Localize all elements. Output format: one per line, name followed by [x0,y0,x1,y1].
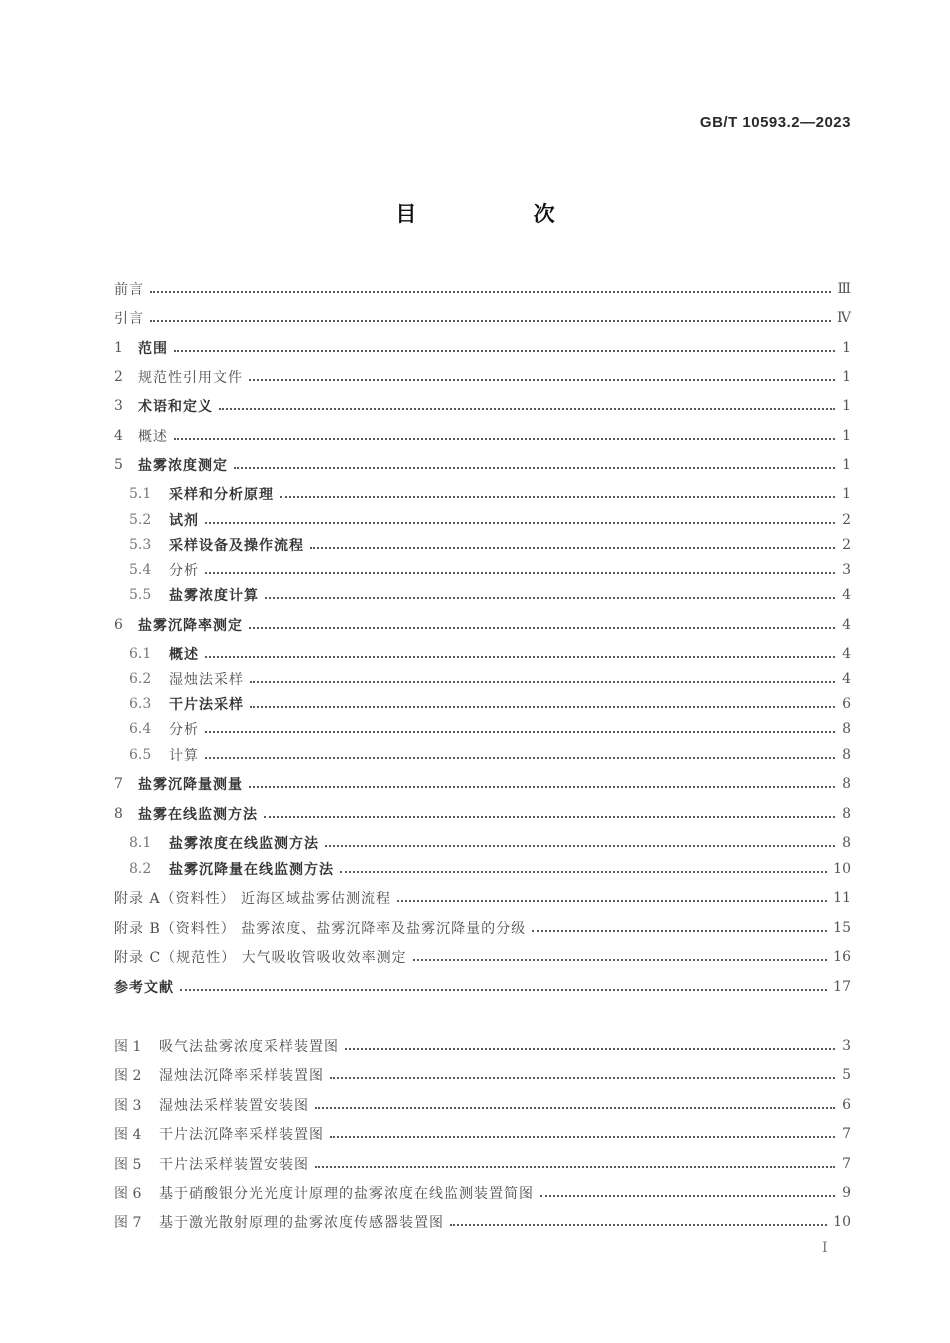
toc-entry-number: 8 [114,806,123,822]
dot-leader [280,485,835,498]
toc-entry-number: 图 6 [114,1186,142,1202]
dot-leader [150,280,831,293]
toc-entry-number: 5.4 [129,562,152,578]
toc-entry-number: 6.4 [129,721,152,737]
toc-entry-number: 5 [114,457,123,473]
toc-entry-number: 图 4 [114,1127,142,1143]
dot-leader [250,695,835,708]
dot-leader [150,309,831,322]
toc-entry-number: 5.1 [129,486,152,502]
toc-entry-number: 图 7 [114,1215,142,1231]
toc-entry[interactable] [129,584,851,606]
dot-leader [450,1213,827,1226]
toc-entry[interactable] [114,425,851,447]
toc-entry-number: 图 3 [114,1098,142,1114]
toc-entry-page: 1 [842,486,851,502]
dot-leader [264,805,835,818]
toc-entry[interactable] [114,773,851,795]
toc-entry[interactable] [114,307,851,329]
toc-entry-label: 干片法沉降率采样装置图 [159,1127,324,1143]
toc-entry-page: 16 [833,949,851,965]
toc-entry-label: 概述 [169,647,199,663]
toc-entry-number: 6.3 [129,696,152,712]
toc-entry-label: 盐雾沉降量测量 [138,777,243,793]
toc-entry-number: 1 [114,340,123,356]
dot-leader [315,1096,835,1109]
dot-leader [205,746,835,759]
toc-entry[interactable] [114,366,851,388]
toc-entry-label: 基于激光散射原理的盐雾浓度传感器装置图 [159,1215,444,1231]
toc-entry-label: 干片法采样 [169,697,244,713]
toc-entry-label: 分析 [169,563,199,579]
standard-code: GB/T 10593.2—2023 [699,114,851,131]
toc-entry[interactable] [129,744,851,766]
toc-entry-label: 范围 [138,341,168,357]
toc-entry-number: 6.2 [129,671,152,687]
toc-entry-label: 引言 [114,311,144,327]
toc-entry[interactable] [114,1211,851,1233]
toc-entry-page: 15 [833,920,851,936]
dot-leader [413,948,828,961]
toc-entry[interactable] [129,858,851,880]
toc-entry-label: 概述 [138,429,168,445]
toc-entry-label: 前言 [114,282,144,298]
toc-entry[interactable] [129,534,851,556]
toc-entry-page: 2 [842,537,851,553]
toc-entry-page: 4 [842,617,851,633]
toc-entry[interactable] [114,278,851,300]
toc-entry-page: 2 [842,512,851,528]
toc-entry-label: 分析 [169,722,199,738]
toc-entry[interactable] [114,1182,851,1204]
toc-entry-number: 4 [114,428,123,444]
dot-leader [540,1184,835,1197]
toc-entry-page: 4 [842,587,851,603]
toc-entry[interactable] [114,1035,851,1057]
toc-entry-page: 4 [842,646,851,662]
footer-page-number: Ⅰ [822,1240,828,1256]
toc-entry-page: 17 [833,979,851,995]
toc-entry-page: 1 [842,369,851,385]
toc-entry-label: 规范性引用文件 [138,370,243,386]
toc-entry-page: 7 [842,1126,851,1142]
toc-entry[interactable] [129,483,851,505]
toc-entry-label: 盐雾在线监测方法 [138,807,258,823]
toc-entry-number: 图 1 [114,1039,142,1055]
dot-leader [174,427,835,440]
toc-entry-number: 8.2 [129,861,152,877]
toc-entry[interactable] [114,1064,851,1086]
dot-leader [345,1037,835,1050]
dot-leader [219,397,835,410]
toc-entry-number: 8.1 [129,835,152,851]
toc-entry-number: 2 [114,369,123,385]
toc-entry-label: 干片法采样装置安装图 [159,1157,309,1173]
toc-entry[interactable] [114,454,851,476]
toc-entry-page: 11 [833,890,851,906]
toc-entry-page: 3 [842,562,851,578]
dot-leader [397,889,827,902]
toc-entry[interactable] [114,337,851,359]
toc-entry-label: 盐雾浓度计算 [169,588,259,604]
toc-entry-page: 1 [842,457,851,473]
toc-entry-page: Ⅳ [837,310,851,326]
dot-leader [205,645,835,658]
toc-entry-label: 附录 C（规范性） 大气吸收管吸收效率测定 [114,950,407,966]
toc-entry[interactable] [114,917,851,939]
toc-entry-page: 10 [833,861,851,877]
toc-entry-number: 图 2 [114,1068,142,1084]
toc-entry-page: 8 [842,747,851,763]
toc-entry[interactable] [129,559,851,581]
toc-entry-page: Ⅲ [837,281,851,297]
toc-entry-page: 5 [842,1067,851,1083]
toc-entry-number: 5.2 [129,512,152,528]
toc-entry-label: 参考文献 [114,980,174,996]
toc-entry-number: 7 [114,776,123,792]
dot-leader [315,1155,835,1168]
dot-leader [205,720,835,733]
dot-leader [310,536,835,549]
toc-entry-label: 附录 A（资料性） 近海区域盐雾估测流程 [114,891,392,907]
toc-entry[interactable] [114,1123,851,1145]
dot-leader [250,670,835,683]
toc-entry[interactable] [114,803,851,825]
toc-entry[interactable] [114,976,851,998]
toc-entry-label: 计算 [169,748,199,764]
toc-entry-label: 术语和定义 [138,399,213,415]
toc-entry-label: 盐雾浓度测定 [138,458,228,474]
dot-leader [340,860,827,873]
toc-entry-page: 7 [842,1156,851,1172]
dot-leader [330,1066,835,1079]
toc-entry-number: 3 [114,398,123,414]
toc-entry-page: 8 [842,776,851,792]
toc-entry-page: 1 [842,428,851,444]
toc-entry-page: 8 [842,721,851,737]
toc-entry-label: 盐雾沉降率测定 [138,618,243,634]
toc-entry-page: 1 [842,340,851,356]
toc-entry-label: 盐雾沉降量在线监测方法 [169,862,334,878]
toc-entry-page: 6 [842,696,851,712]
toc-entry[interactable] [129,832,851,854]
toc-entry-label: 吸气法盐雾浓度采样装置图 [159,1039,339,1055]
toc-entry-number: 5.3 [129,537,152,553]
toc-entry-label: 基于硝酸银分光光度计原理的盐雾浓度在线监测装置简图 [159,1186,534,1202]
dot-leader [330,1125,835,1138]
dot-leader [174,339,835,352]
toc-entry-label: 湿烛法沉降率采样装置图 [159,1068,324,1084]
toc-entry-number: 6.5 [129,747,152,763]
toc-entry-label: 采样设备及操作流程 [169,538,304,554]
dot-leader [234,456,835,469]
dot-leader [532,919,827,932]
toc-entry[interactable] [114,1094,851,1116]
toc-entry[interactable] [114,1153,851,1175]
toc-entry-label: 盐雾浓度在线监测方法 [169,836,319,852]
toc-entry-page: 8 [842,835,851,851]
toc-entry-page: 3 [842,1038,851,1054]
toc-entry[interactable] [129,718,851,740]
toc-entry-label: 湿烛法采样 [169,672,244,688]
toc-entry[interactable] [114,614,851,636]
toc-entry[interactable] [129,643,851,665]
page-title: 目 次 [395,202,610,226]
toc-entry-label: 附录 B（资料性） 盐雾浓度、盐雾沉降率及盐雾沉降量的分级 [114,921,527,937]
toc-entry-label: 采样和分析原理 [169,487,274,503]
dot-leader [180,978,827,991]
dot-leader [205,511,835,524]
dot-leader [325,834,835,847]
dot-leader [249,775,835,788]
toc-entry[interactable] [114,946,851,968]
toc-entry-number: 6.1 [129,646,152,662]
toc-entry[interactable] [129,693,851,715]
toc-entry[interactable] [129,668,851,690]
toc-entry[interactable] [129,509,851,531]
toc-entry-page: 8 [842,806,851,822]
toc-entry-page: 9 [842,1185,851,1201]
toc-entry-page: 6 [842,1097,851,1113]
toc-entry-number: 5.5 [129,587,152,603]
toc-entry-page: 4 [842,671,851,687]
dot-leader [205,561,835,574]
toc-entry-number: 6 [114,617,123,633]
dot-leader [249,368,835,381]
toc-entry-page: 10 [833,1214,851,1230]
toc-entry-page: 1 [842,398,851,414]
dot-leader [265,586,835,599]
toc-entry-number: 图 5 [114,1157,142,1173]
dot-leader [249,616,835,629]
toc-entry[interactable] [114,887,851,909]
toc-entry-label: 湿烛法采样装置安装图 [159,1098,309,1114]
toc-entry[interactable] [114,395,851,417]
toc-entry-label: 试剂 [169,513,199,529]
